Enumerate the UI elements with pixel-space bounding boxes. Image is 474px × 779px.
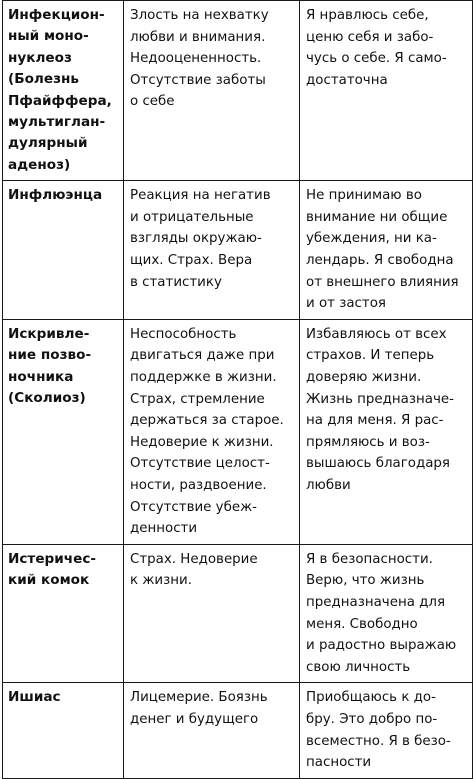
table-row: [3, 319, 473, 544]
cause-cell: Злость на нехватку любви и внимания. Недооцененность. Отсутствие заботы о себе: [124, 1, 300, 181]
table-row: [3, 1, 473, 181]
affirmation-cell: Не принимаю во внимание ни общие убеждения, ни ка- лендарь. Я свободна от внешнего влияния и от застоя: [300, 181, 473, 320]
disease-cell: Инфекцион- ный моно- нуклеоз (Болезнь Пфайффера, мультиглан- дулярный аденоз): [3, 1, 124, 181]
affirmation-cell: Я в безопасности. Верю, что жизнь предназначена для меня. Свободно и радостно выражаю свою личность: [300, 544, 473, 683]
disease-cell: Инфлюэнца: [3, 181, 124, 320]
table-row: [3, 181, 473, 320]
table-row: [3, 544, 473, 683]
cause-cell: Страх. Недоверие к жизни.: [124, 544, 300, 683]
cause-cell: Неспособность двигаться даже при поддержке в жизни. Страх, стремление держаться за старое. Недоверие к жизни. Отсутствие целост- ности, раздвоение. Отсутствие убеж- денности: [124, 319, 300, 544]
affirmation-cell: Избавляюсь от всех страхов. И теперь доверяю жизни. Жизнь предназначе- на для меня. Я рас- прямляюсь и воз- вышаюсь благодаря любви: [300, 319, 473, 544]
table-row: [3, 683, 473, 778]
cause-cell: Реакция на негатив и отрицательные взгляды окружаю- щих. Страх. Вера в статистику: [124, 181, 300, 320]
affirmation-cell: Я нравлюсь себе, ценю себя и забо- чусь о себе. Я само- достаточна: [300, 1, 473, 181]
affirmation-cell: Приобщаюсь к до- бру. Это добро по- всеместно. Я в безо- пасности: [300, 683, 473, 778]
cause-cell: Лицемерие. Боязнь денег и будущего: [124, 683, 300, 778]
disease-cell: Ишиас: [3, 683, 124, 778]
disease-cell: Истеричес- кий комок: [3, 544, 124, 683]
disease-cell: Искривле- ние позво- ночника (Сколиоз): [3, 319, 124, 544]
diseases-table: [2, 0, 473, 779]
